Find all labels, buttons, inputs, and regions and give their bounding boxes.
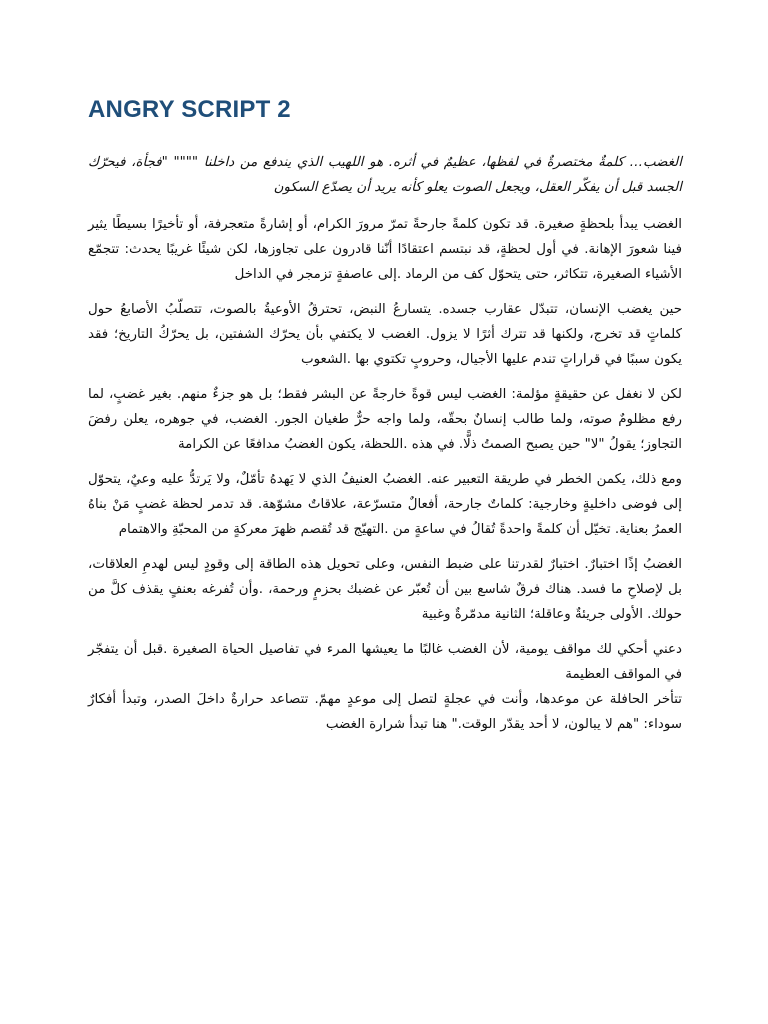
body-paragraph-7: تتأخر الحافلة عن موعدها، وأنت في عجلةٍ لتصل إلى موعدٍ مهمّ. تتصاعد حرارةٌ داخلَ الصدر، وتبدأ أفكارٌ سوداء: "هم لا يبالون، لا أحد يقدّر الوقت." هنا تبدأ شرارة الغضب	[88, 692, 682, 732]
body-paragraph-5: الغضبُ إذًا اختبارٌ. اختبارٌ لقدرتنا على ضبط النفس، وعلى تحويل هذه الطاقة إلى وقودٍ ليس لهدمِ العلاقات، بل لإصلاحِ ما فسد. هناك فرقٌ شاسع بين أن تُعبّر عن غضبك بحزمٍ ورحمة، .وأن تُفرغه بعنفٍ يقذف كلَّ من حولك. الأولى جريئةٌ وعاقلة؛ الثانية مدمّرةٌ وغبية	[88, 557, 682, 622]
body-paragraph-2: حين يغضب الإنسان، تتبدّل عقارب جسده. يتسارعُ النبض، تحترقُ الأوعيةُ بالصوت، تتصلّبُ الأصابعُ حول كلماتٍ قد تخرج، ولكنها قد تترك أثرًا لا يزول. الغضب لا يكتفي بأن يحرّك الشفتين، بل يحرّكُ التاريخ؛ فقد يكون سببًا في قراراتٍ تندم عليها الأجيال، وحروبٍ تكتوي بها .الشعوب	[88, 302, 682, 367]
intro-paragraph: الغضب… كلمةٌ مختصرةٌ في لفظها، عظيمٌ في أثره. هو اللهيب الذي يندفع من داخلنا """" "فجأة، فيحرّك الجسد قبل أن يفكّر العقل، ويجعل الصوت يعلو كأنه يريد أن يصدّع السكون	[88, 155, 682, 195]
body-paragraph-6: دعني أحكي لك مواقف يومية، لأن الغضب غالبًا ما يعيشها المرء في تفاصيل الحياة الصغيرة .قبل أن يتفجّر في المواقف العظيمة	[88, 642, 682, 682]
document-title: ANGRY SCRIPT 2	[88, 96, 291, 123]
body-paragraph-3: لكن لا نغفل عن حقيقةٍ مؤلمة: الغضب ليس قوةً خارجةً عن البشر فقط؛ بل هو جزءٌ منهم. بغير غضبٍ، لما رفع مظلومٌ صوته، ولما طالب إنسانٌ بحقّه، ولما واجه حرٌّ طغيان الجور. الغضب، في جوهره، يعلن رفضَ التجاوز؛ يقولُ "لا" حين يصبح الصمتُ ذلًّا. في هذه .اللحظة، يكون الغضبُ مدافعًا عن الكرامة	[88, 387, 682, 452]
body-paragraph-1: الغضب يبدأ بلحظةٍ صغيرة. قد تكون كلمةً جارحةً تمرّ مرورَ الكرام، أو إشارةً متعجرفة، أو تأخيرًا بسيطًا يثير فينا شعورَ الإهانة. في أول لحظةٍ، قد نبتسم اعتقادًا أنّنا قادرون على تجاوزها، لكن شيئًا غريبًا يحدث: تتجمّع الأشياء الصغيرة، تتكاثر، حتى يتحوّل كف من الرماد .إلى عاصفةٍ تزمجر في الداخل	[88, 217, 682, 282]
body-paragraph-4: ومع ذلك، يكمن الخطر في طريقة التعبير عنه. الغضبُ العنيفُ الذي لا يَهدهُ تأمّلٌ، ولا يَرتدُّ عليه وعيٌ، يتحوّل إلى فوضى داخليةٍ وخارجية: كلماتٌ جارحة، أفعالٌ متسرّعة، علاقاتٌ مشوّهة. قد تدمر لحظة غضبٍ مَنْ بناهُ العمرُ بعناية. تخيّل أن كلمةً واحدةً تُقالُ في ساعةٍ من .التهيّج قد تُقصم ظهرَ معركةٍ من المحبّةِ والاهتمام	[88, 472, 682, 537]
document-body	[88, 150, 682, 737]
